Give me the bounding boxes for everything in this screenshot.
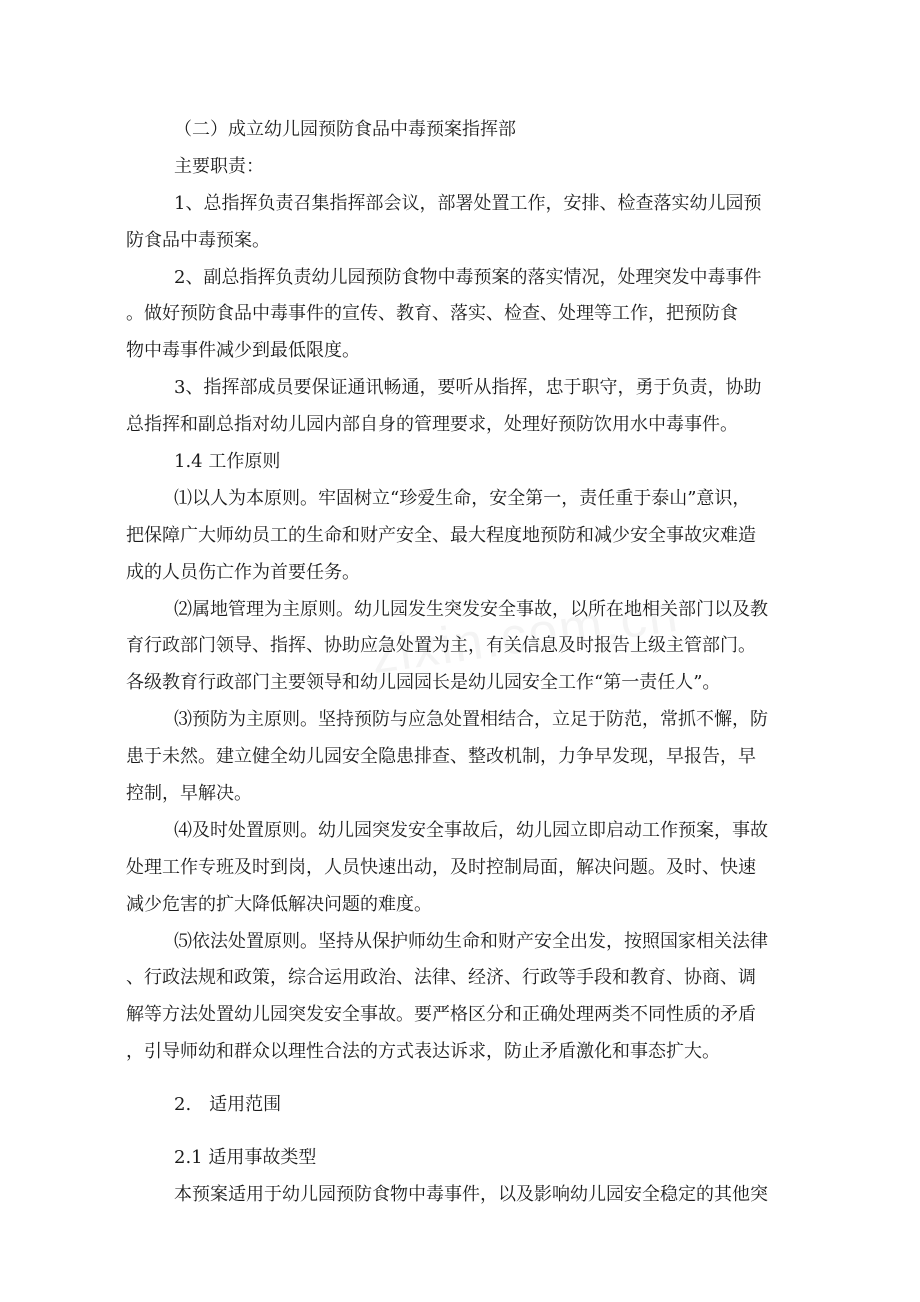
- text-line: 育行政部门领导、指挥、协助应急处置为主，有关信息及时报告上级主管部门。: [126, 635, 756, 657]
- text-line: 把保障广大师幼员工的生命和财产安全、最大程度地预防和减少安全事故灾难造: [126, 524, 756, 546]
- text-line: ⑶预防为主原则。坚持预防与应急处置相结合，立足于防范，常抓不懈，防: [174, 709, 768, 731]
- text-line: 3、指挥部成员要保证通讯畅通，要听从指挥，忠于职守，勇于负责，协助: [174, 377, 762, 399]
- text-line: 处理工作专班及时到岗，人员快速出动，及时控制局面，解决问题。及时、快速: [126, 856, 756, 878]
- text-line: ，引导师幼和群众以理性合法的方式表达诉求，防止矛盾激化和事态扩大。: [126, 1041, 720, 1063]
- text-line: 1.4 工作原则: [174, 451, 281, 473]
- text-line: 主要职责：: [174, 155, 264, 177]
- section-gap: [126, 1124, 796, 1140]
- text-line: ⑷及时处置原则。幼儿园突发安全事故后，幼儿园立即启动工作预案，事故: [174, 819, 768, 841]
- text-line: 本预案适用于幼儿园预防食物中毒事件，以及影响幼儿园安全稳定的其他突: [174, 1183, 768, 1205]
- text-line: 减少危害的扩大降低解决问题的难度。: [126, 893, 432, 915]
- text-line: ⑵属地管理为主原则。幼儿园发生突发安全事故，以所在地相关部门以及教: [174, 598, 768, 620]
- text-line: ⑴以人为本原则。牢固树立“珍爱生命，安全第一，责任重于泰山”意识，: [174, 487, 751, 509]
- text-line: 解等方法处置幼儿园突发安全事故。要严格区分和正确处理两类不同性质的矛盾: [126, 1004, 756, 1026]
- text-line: 各级教育行政部门主要领导和幼儿园园长是幼儿园安全工作“第一责任人”。: [126, 672, 721, 694]
- section-gap: [126, 1071, 796, 1087]
- section-heading: 2. 适用范围: [174, 1094, 282, 1116]
- text-line: 患于未然。建立健全幼儿园安全隐患排查、整改机制，力争早发现，早报告，早: [126, 746, 756, 768]
- document-body: [126, 112, 796, 1214]
- text-line: 成的人员伤亡作为首要任务。: [126, 561, 360, 583]
- text-line: 防食品中毒预案。: [126, 229, 270, 251]
- text-line: 、行政法规和政策，综合运用政治、法律、经济、行政等手段和教育、协商、调: [126, 967, 756, 989]
- text-line: 总指挥和副总指对幼儿园内部自身的管理要求，处理好预防饮用水中毒事件。: [126, 414, 738, 436]
- text-line: （二）成立幼儿园预防食品中毒预案指挥部: [174, 119, 516, 140]
- subsection-heading: 2.1 适用事故类型: [174, 1147, 317, 1169]
- text-line: 控制，早解决。: [126, 783, 252, 805]
- text-line: 2、副总指挥负责幼儿园预防食物中毒预案的落实情况，处理突发中毒事件: [174, 266, 762, 288]
- text-line: 。做好预防食品中毒事件的宣传、教育、落实、检查、处理等工作，把预防食: [126, 303, 738, 325]
- text-line: 1、总指挥负责召集指挥部会议，部署处置工作，安排、检查落实幼儿园预: [174, 192, 762, 214]
- text-line: 物中毒事件减少到最低限度。: [126, 340, 360, 362]
- text-line: ⑸依法处置原则。坚持从保护师幼生命和财产安全出发，按照国家相关法律: [174, 930, 768, 952]
